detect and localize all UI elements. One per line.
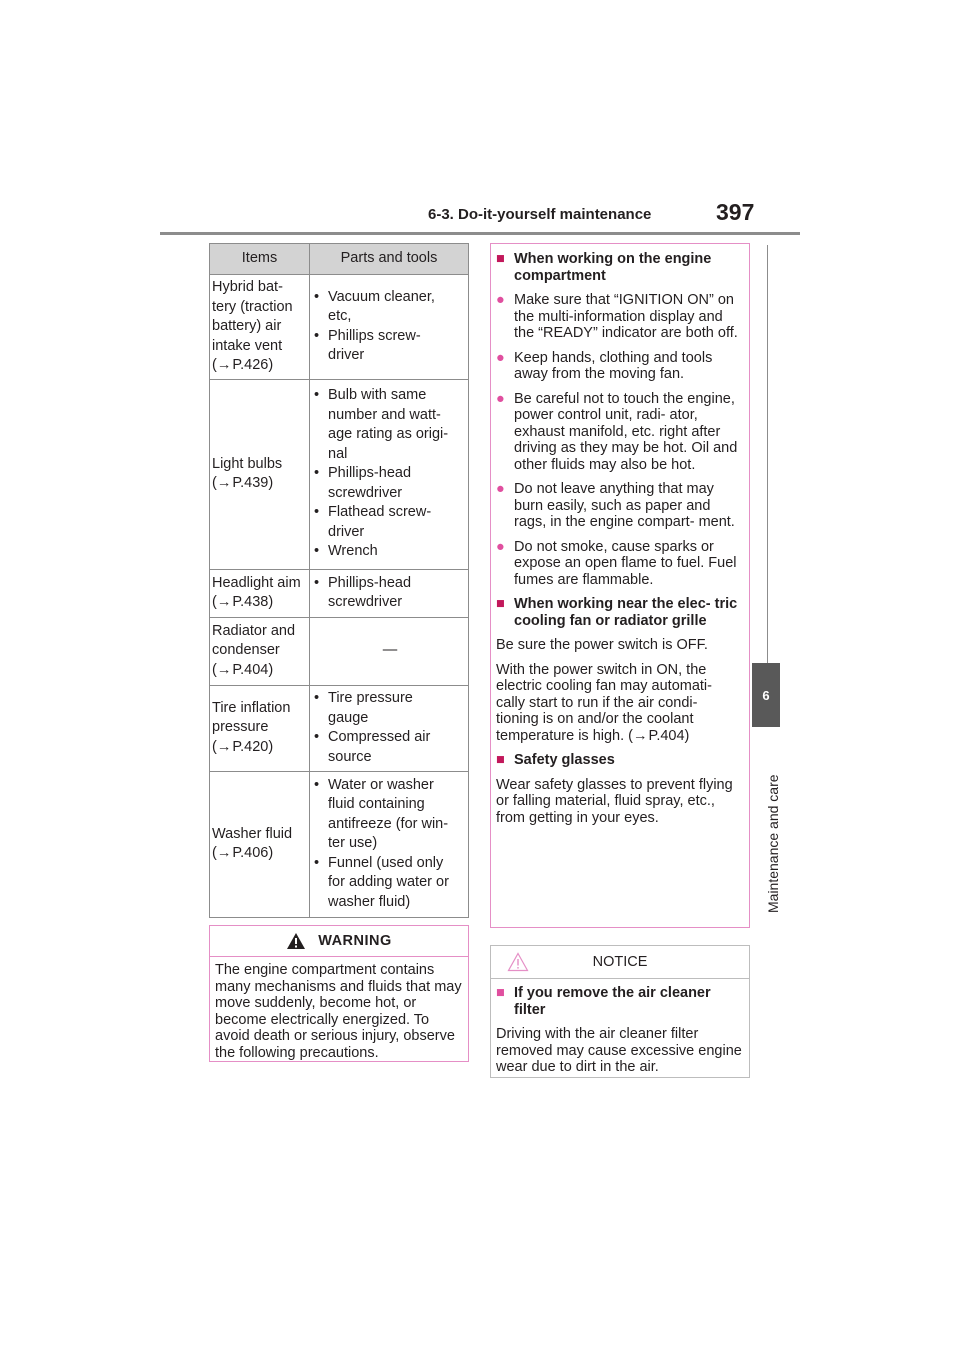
list-item: • Funnel (used only for adding water or washer fluid) [314,854,466,913]
list-item: • Vacuum cleaner, etc, [314,288,466,327]
tools-list [314,288,466,366]
item-cell: Radiator and condenser (→P.404) [210,617,310,685]
page-number: 397 [716,199,755,225]
cross-reference-link[interactable]: P.426 [232,357,269,373]
tools-cell [310,685,469,771]
chapter-number: 6 [762,687,770,703]
no-tools-dash: — [382,642,398,659]
table-row [210,569,469,617]
item-cell: Hybrid bat- tery (traction battery) air intake vent (→P.426) [210,275,310,380]
square-marker-icon: ■ [496,752,505,768]
list-item: • Phillips screw- driver [314,327,466,366]
bullet-text: Do not leave anything that may burn easily, such as paper and rags, in the engine compart- ment. [514,481,735,530]
warning-box [209,925,469,1062]
arrow-right-icon: → [216,738,232,755]
notice-text: Driving with the air cleaner filter removed may cause excessive engine wear due to dirt in the air. [496,1026,742,1075]
column-header-items: Items [210,244,310,275]
heading-text: If you remove the air cleaner filter [514,985,711,1018]
list-item: • Water or washer fluid containing antifreeze (for win- ter use) [314,776,466,854]
arrow-right-icon: → [216,475,232,491]
section-heading [496,251,743,284]
notice-title: NOTICE [592,954,648,970]
precaution-list [496,292,743,588]
cross-reference-link[interactable]: P.420 [232,738,269,755]
list-item: • Wrench [314,542,466,562]
tools-list [314,386,466,562]
item-name: Light bulbs [212,455,283,472]
list-item: • Tire pressure gauge [314,689,466,728]
item-name: Hybrid bat- tery (traction battery) air intake vent [212,279,293,354]
list-item: • Phillips-head screwdriver [314,574,466,613]
table-row [210,617,469,685]
bullet-dot-icon: ● [496,349,505,366]
square-marker-icon: ■ [496,251,505,267]
tools-cell [310,771,469,917]
warning-header [210,926,468,957]
warning-title: WARNING [318,933,392,949]
list-item: • Phillips-head screwdriver [314,464,466,503]
bullet-text: Do not smoke, cause sparks or expose an open flame to fuel. Fuel fumes are flammable. [514,538,737,588]
tools-cell [310,617,469,685]
section-heading [496,596,743,629]
item-name: Tire inflation pressure [212,699,291,736]
bullet-dot-icon: ● [496,538,505,555]
cross-reference-link[interactable]: P.439 [232,475,269,491]
bullet-dot-icon: ● [496,292,505,308]
table-row [210,685,469,771]
chapter-tab [752,663,780,727]
item-cell: Washer fluid (→P.406) [210,771,310,917]
header-rule [160,232,800,235]
table-body [210,275,469,918]
table-row [210,379,469,569]
bullet-dot-icon: ● [496,390,505,407]
tools-list [314,776,466,913]
item-name: Washer fluid [212,825,293,842]
list-item: • Bulb with same number and watt- age rating as origi- nal [314,386,466,464]
cross-reference-link[interactable]: P.404 [648,727,685,744]
square-marker-icon: ■ [496,596,505,612]
arrow-right-icon: → [216,845,232,861]
cross-reference-link[interactable]: P.438 [232,594,269,610]
paragraph: With the power switch in ON, the electric cooling fan may automati- cally start to run if the air condi- tioning is on and/or the coolant temperature is high. (→P.404) [496,661,712,744]
table-row [210,275,469,380]
tools-cell [310,569,469,617]
cross-reference-link[interactable]: P.406 [232,845,269,861]
heading-text: When working near the elec- tric cooling fan or radiator grille [514,596,738,629]
engine-precautions-box [490,243,750,928]
arrow-right-icon: → [216,357,232,373]
heading-text: Safety glasses [514,752,615,768]
arrow-right-icon: → [633,727,648,744]
list-item [496,350,743,383]
item-cell: Light bulbs (→P.439) [210,379,310,569]
section-title: 6-3. Do-it-yourself maintenance [428,206,652,223]
bullet-text: Be careful not to touch the engine, power control unit, radi- ator, exhaust manifold, etc. right after driving as they may be hot. Oil and other fluids may also be hot. [514,390,738,473]
paragraph: Wear safety glasses to prevent flying or falling material, fluid spray, etc., from getting in your eyes. [496,776,733,826]
side-rule [767,245,768,663]
tools-list [314,574,466,613]
item-name: Headlight aim [212,574,301,591]
notice-box [490,945,750,1078]
tools-cell [310,275,469,380]
tools-cell [310,379,469,569]
list-item: • Compressed air source [314,728,466,767]
square-marker-icon: ■ [496,985,505,1001]
paragraph-text: With the power switch in ON, the electric cooling fan may automati- cally start to run if the air condi- tioning is on and/or the coolant temperature is high. [496,661,712,744]
bullet-dot-icon: ● [496,481,505,497]
warning-triangle-icon [286,932,306,950]
list-item: • Flathead screw- driver [314,503,466,542]
chapter-label-container [765,745,785,945]
chapter-label: Maintenance and care [765,774,781,913]
bullet-text: Make sure that “IGNITION ON” on the multi-information display and the “READY” indicator are both off. [514,292,738,341]
warning-text: The engine compartment contains many mechanisms and fluids that may move suddenly, become hot, or become electrically energized. To avoid death or serious injury, observe the following precautions. [215,962,462,1061]
section-heading [496,985,743,1018]
notice-header [491,946,749,979]
list-item [496,292,743,342]
table-header-row [210,244,469,275]
item-cell: Tire inflation pressure (→P.420) [210,685,310,771]
heading-text: When working on the engine compartment [514,251,712,284]
arrow-right-icon: → [216,661,232,678]
arrow-right-icon: → [216,594,232,610]
cross-reference-link[interactable]: P.404 [232,661,269,678]
column-header-tools: Parts and tools [310,244,469,275]
item-name: Radiator and condenser [212,622,296,659]
section-heading [496,752,743,769]
list-item [496,391,743,474]
notice-body [491,979,749,1076]
bullet-text: Keep hands, clothing and tools away from the moving fan. [514,349,713,382]
list-item [496,539,743,589]
tools-list [314,689,466,767]
caution-triangle-icon [507,952,529,972]
parts-table [209,243,469,918]
table-row [210,771,469,917]
list-item [496,481,743,531]
paragraph: Be sure the power switch is OFF. [496,637,708,653]
item-cell: Headlight aim (→P.438) [210,569,310,617]
